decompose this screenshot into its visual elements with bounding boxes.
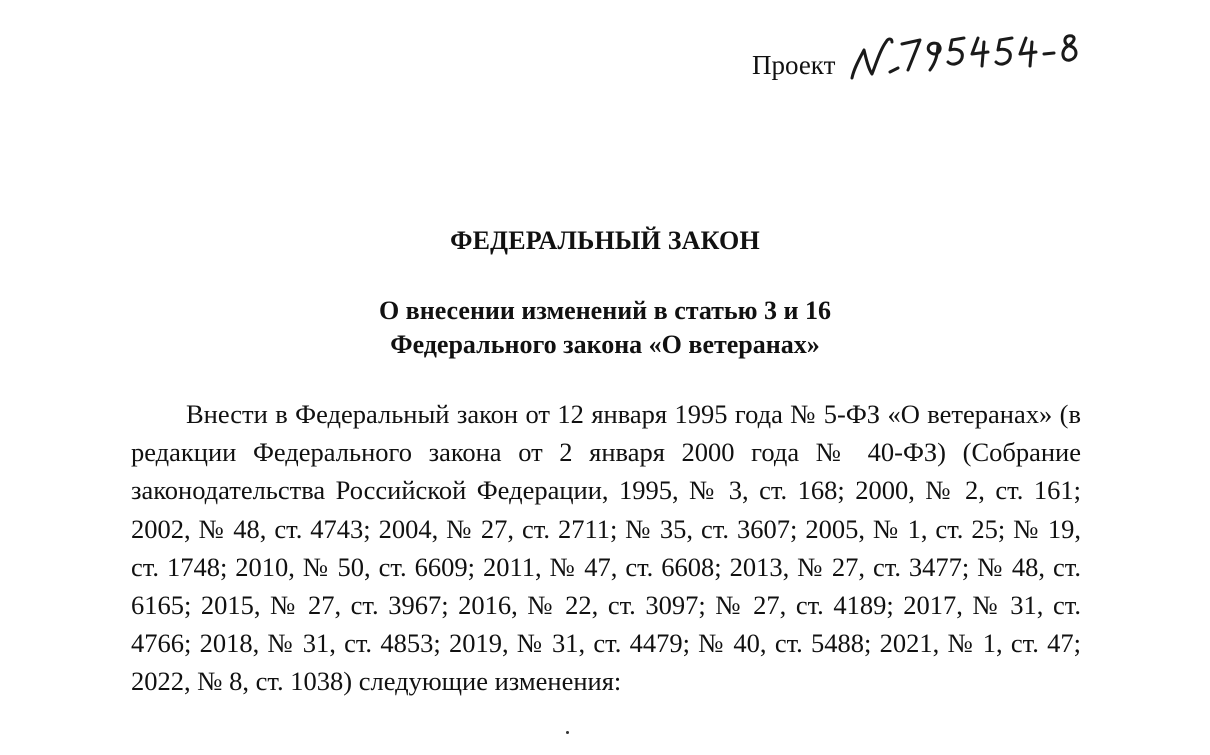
law-type-heading: ФЕДЕРАЛЬНЫЙ ЗАКОН	[450, 226, 760, 255]
law-title-line-2: Федерального закона «О ветеранах»	[390, 330, 820, 359]
project-number-text: №795454-8	[846, 28, 851, 29]
body-paragraph: Внести в Федеральный закон от 12 января 1995 года № 5-ФЗ «О ветеранах» (в редакции Федерального закона от 2 января 2000 года № 40-ФЗ) (Собрание законодательства Российской Федерации, 1995, № 3, ст. 168; 2000, № 2, ст. 161; 2002, № 48, ст. 4743; 2004, № 27, ст. 2711; № 35, ст. 3607; 2005, № 1, ст. 25; № 19, ст. 1748; 2010, № 50, ст. 6609; 2011, № 47, ст. 6608; 2013, № 27, ст. 3477; № 48, ст. 6165; 2015, № 27, ст. 3967; 2016, № 22, ст. 3097; № 27, ст. 4189; 2017, № 31, ст. 4766; 2018, № 31, ст. 4853; 2019, № 31, ст. 4479; № 40, ст. 5488; 2021, № 1, ст. 47; 2022, № 8, ст. 1038) следующие изменения:	[131, 399, 1081, 697]
scan-speck	[566, 731, 569, 734]
law-title	[0, 294, 1210, 362]
handwritten-project-number	[846, 28, 1086, 88]
project-label: Проект	[752, 50, 836, 80]
project-stamp	[752, 28, 1092, 88]
law-title-line-1: О внесении изменений в статью 3 и 16	[378, 296, 832, 325]
